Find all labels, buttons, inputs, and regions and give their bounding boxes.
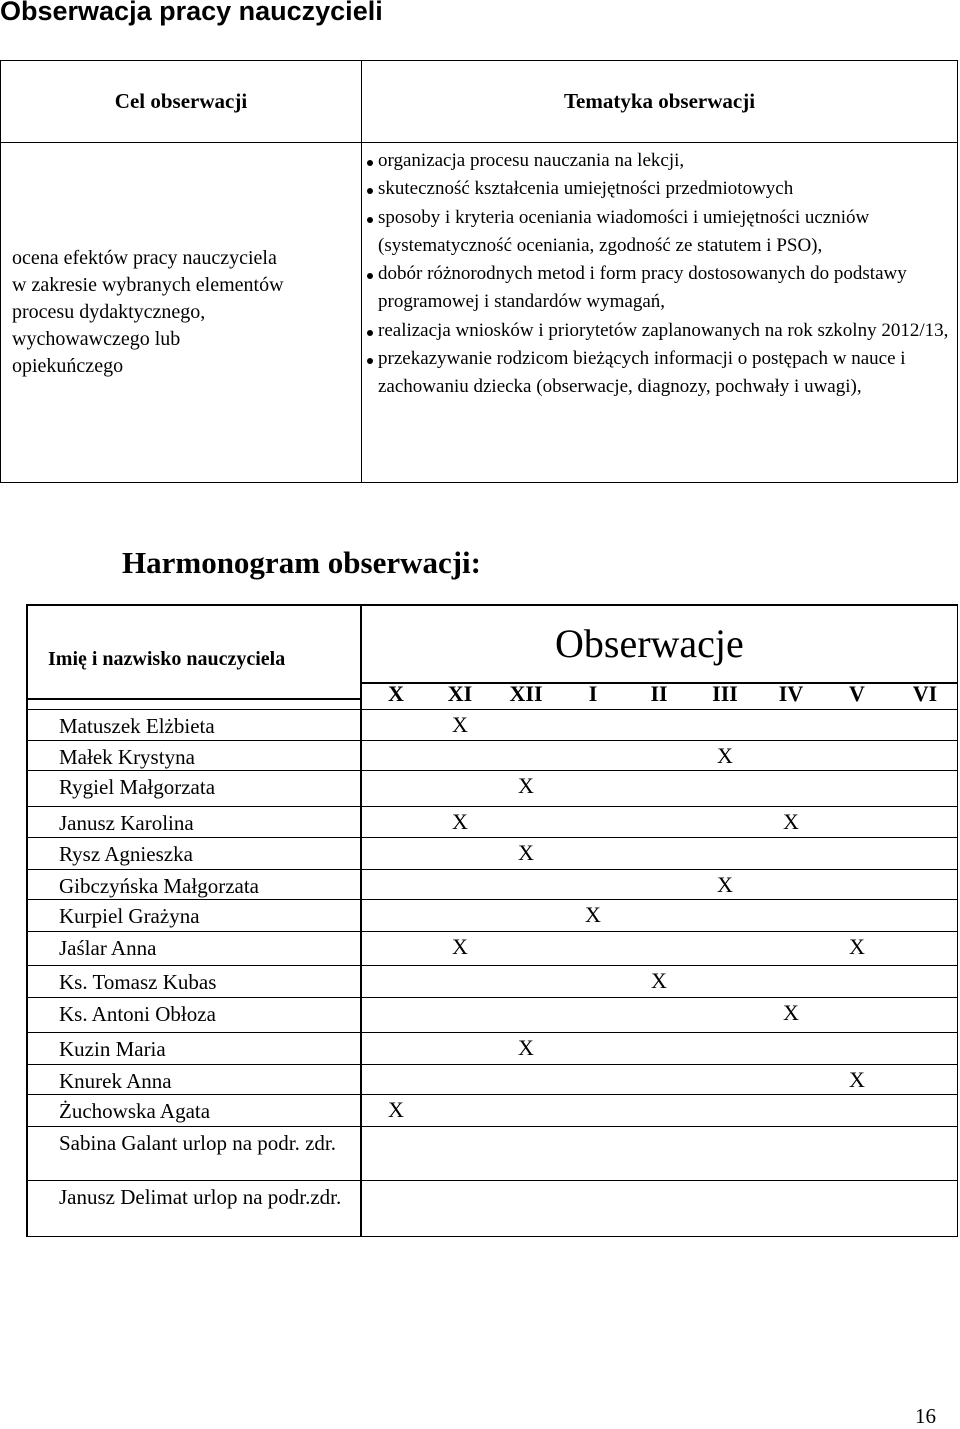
- goal-line: wychowawczego lub: [12, 328, 181, 350]
- table-border-bottom: [26, 1236, 958, 1238]
- observation-mark: X: [388, 1097, 404, 1122]
- observations-header: Obserwacje: [555, 621, 744, 666]
- row-divider: [26, 770, 958, 771]
- teacher-name: Żuchowska Agata: [59, 1099, 211, 1123]
- teacher-name: Gibczyńska Małgorzata: [59, 874, 260, 898]
- row-divider: [26, 806, 958, 807]
- row-divider: [26, 1064, 958, 1065]
- observation-mark: X: [783, 1000, 799, 1025]
- goal-line: w zakresie wybranych elementów: [12, 274, 284, 296]
- observation-mark: X: [452, 934, 468, 959]
- observation-mark: X: [783, 809, 799, 834]
- teacher-name: Jaślar Anna: [59, 936, 157, 960]
- month-header: X: [388, 681, 404, 706]
- month-header: V: [849, 681, 865, 706]
- topics-cell: [362, 143, 958, 483]
- goal-line: procesu dydaktycznego,: [12, 301, 206, 323]
- row-divider: [26, 899, 958, 900]
- goal-cell: [1, 143, 362, 483]
- topics-column-header: Tematyka obserwacji: [362, 61, 958, 143]
- observation-mark: X: [452, 809, 468, 834]
- row-divider: [26, 1126, 958, 1127]
- observation-mark: X: [518, 840, 534, 865]
- goal-line: opiekuńczego: [12, 355, 124, 377]
- row-divider: [26, 1032, 958, 1033]
- topic-item: sposoby i kryteria oceniania wiadomości i umiejętności uczniów (systematyczność oceniania, zgodność ze statutem i PSO),: [364, 204, 951, 261]
- month-header: II: [650, 681, 668, 706]
- topic-item: organizacja procesu nauczania na lekcji,: [364, 147, 951, 175]
- teacher-name: Knurek Anna: [59, 1069, 172, 1093]
- teacher-name: Matuszek Elżbieta: [59, 714, 215, 738]
- row-divider: [26, 709, 958, 710]
- month-header: IV: [778, 681, 804, 706]
- month-header: XI: [447, 681, 473, 706]
- row-divider: [26, 837, 958, 838]
- month-header: III: [712, 681, 738, 706]
- row-divider: [26, 869, 958, 870]
- row-divider: [26, 931, 958, 932]
- teacher-name: Małek Krystyna: [59, 745, 195, 769]
- row-divider: [26, 1180, 958, 1181]
- page-number: 16: [915, 1404, 936, 1428]
- observation-mark: X: [717, 743, 733, 768]
- topic-item: skuteczność kształcenia umiejętności przedmiotowych: [364, 175, 951, 203]
- row-divider: [26, 965, 958, 966]
- topic-item: dobór różnorodnych metod i form pracy dostosowanych do podstawy programowej i standardów wymagań,: [364, 260, 951, 317]
- page-title: Obserwacja pracy nauczycieli: [0, 0, 383, 26]
- observation-mark: X: [651, 968, 667, 993]
- teacher-name: Rysz Agnieszka: [59, 842, 193, 866]
- observation-mark: X: [452, 712, 468, 737]
- topics-list: [364, 147, 951, 402]
- name-header-divider: [26, 698, 360, 700]
- row-divider: [26, 740, 958, 741]
- schedule-table: [26, 604, 958, 1237]
- observation-mark: X: [518, 1035, 534, 1060]
- teacher-name: Rygiel Małgorzata: [59, 775, 216, 799]
- observation-mark: X: [585, 902, 601, 927]
- observation-mark: X: [518, 773, 534, 798]
- column-divider: [360, 604, 362, 1237]
- table-border-right: [957, 604, 959, 1237]
- observation-mark: X: [849, 934, 865, 959]
- topic-item: realizacja wniosków i priorytetów zaplanowanych na rok szkolny 2012/13,: [364, 317, 951, 345]
- teacher-name: Kuzin Maria: [59, 1037, 166, 1061]
- row-divider: [26, 997, 958, 998]
- name-column-header: Imię i nazwisko nauczyciela: [48, 648, 286, 670]
- month-header: VI: [912, 681, 938, 706]
- topic-item: przekazywanie rodzicom bieżących informacji o postępach w nauce i zachowaniu dziecka (obserwacje, diagnozy, pochwały i uwagi),: [364, 345, 951, 402]
- observation-mark: X: [849, 1067, 865, 1092]
- month-header: I: [588, 681, 598, 706]
- goal-column-header: Cel obserwacji: [1, 61, 362, 143]
- teacher-name: Janusz Karolina: [59, 811, 194, 835]
- row-divider: [26, 1094, 958, 1095]
- table-border-top: [26, 604, 958, 606]
- goal-line: ocena efektów pracy nauczyciela: [12, 247, 277, 269]
- teacher-name: Ks. Tomasz Kubas: [59, 970, 217, 994]
- observation-goals-table: [0, 60, 958, 483]
- teacher-name: Ks. Antoni Obłoza: [59, 1002, 216, 1026]
- teacher-name: Sabina Galant urlop na podr. zdr.: [59, 1131, 337, 1155]
- observation-mark: X: [717, 872, 733, 897]
- teacher-name: Kurpiel Grażyna: [59, 904, 200, 928]
- month-header: XII: [509, 681, 543, 706]
- teacher-name: Janusz Delimat urlop na podr.zdr.: [59, 1185, 342, 1209]
- schedule-heading: Harmonogram obserwacji:: [122, 545, 481, 580]
